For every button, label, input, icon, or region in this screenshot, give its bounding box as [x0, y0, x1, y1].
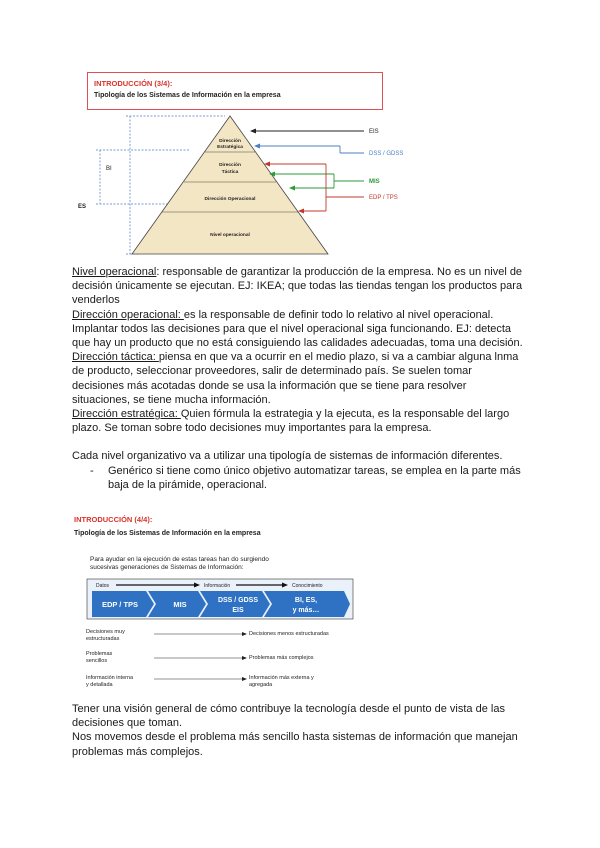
- mis-label: MIS: [369, 179, 380, 185]
- p4-label: Dirección estratégica:: [72, 408, 181, 421]
- eis-label: EIS: [369, 129, 379, 135]
- p3-text1: piensa en que va a ocurrir en el medio plazo, si va a cambiar alguna lnma: [158, 351, 519, 364]
- row2-left2: sencillos: [86, 658, 108, 664]
- p2-line3: que hay un producto que no está consiguiendo las calidades adecuadas, toma una decisión.: [72, 337, 523, 350]
- evolution-diagram: [86, 578, 356, 620]
- p1-line3: venderlos: [72, 294, 120, 307]
- chevron-edp-label: EDP / TPS: [101, 600, 139, 609]
- slide2-intro-line1: Para ayudar en la ejecución de estas tareas han do surgiendo: [90, 556, 269, 563]
- edp-label: EDP / TPS: [369, 195, 398, 201]
- p7-line2: problemas más complejos.: [72, 745, 203, 758]
- p3-line3: decisiones más acotadas donde se usa la información que se tiene para resolver: [72, 379, 467, 392]
- row3-right1: Información más externa y: [249, 675, 314, 681]
- flow-conocimiento: Conocimiento: [292, 583, 323, 589]
- p3-line2: de producto, seleccionar proveedores, salir de determinado país. Se suelen tomar: [72, 365, 472, 378]
- paragraph-block-1: [72, 265, 532, 492]
- row3-right2: agregada: [249, 682, 273, 688]
- p3-label: Dirección táctica:: [72, 351, 159, 364]
- p2-text1: es la responsable de definir todo lo relativo al nivel operacional.: [183, 308, 494, 321]
- level-tactica-line2: Táctica: [221, 170, 239, 175]
- slide2-intro-line2: sucesivas generaciones de Sistemas de Información:: [90, 564, 244, 571]
- chevron-dss-label: DSS / GDSS: [217, 597, 259, 604]
- p1-text1: : responsable de garantizar la producción de la empresa. No es un nivel de: [156, 266, 523, 278]
- bullet-line2: baja de la pirámide, operacional.: [108, 478, 267, 491]
- es-label: ES: [78, 204, 87, 210]
- slide1-subtitle: Tipología de los Sistemas de Información en la empresa: [94, 92, 281, 99]
- level-nivel-operacional: Nivel operacional: [210, 233, 250, 238]
- row1-right1: Decisiones menos estructuradas: [249, 631, 329, 637]
- chevron-mis-label: MIS: [173, 600, 187, 609]
- p3-line4: situaciones, se tiene mucha información.: [72, 393, 271, 406]
- level-estrategica-line1: Dirección: [219, 139, 241, 144]
- p6-line1: Tener una visión general de cómo contribuye la tecnología desde el punto de vista de las: [72, 703, 505, 715]
- slide2-title: INTRODUCCIÓN (4/4):: [74, 515, 153, 524]
- row2-arrowhead: [242, 656, 247, 660]
- level-estrategica-line2: Estratégica: [217, 145, 243, 150]
- row3-left2: y detallada: [86, 682, 113, 688]
- p1-line1: [72, 265, 532, 279]
- p6-line2: decisiones que toman.: [72, 717, 183, 730]
- p2-label: Dirección operacional:: [72, 308, 184, 321]
- p3-line1: [72, 350, 532, 364]
- slide2-subtitle: Tipología de los Sistemas de Información en la empresa: [74, 530, 261, 537]
- p7-line1: Nos movemos desde el problema más sencillo hasta sistemas de información que manejan: [72, 731, 518, 744]
- row3-arrowhead: [242, 677, 247, 681]
- dss-label: DSS / GDSS: [369, 151, 404, 157]
- p2-line1: [72, 308, 532, 322]
- chevron-eis-label: EIS: [232, 607, 244, 614]
- pyramid-diagram: [70, 112, 450, 262]
- p1-label: Nivel operacional: [72, 266, 157, 278]
- row3-left1: Información interna: [86, 675, 134, 681]
- bi-label: BI: [106, 166, 112, 172]
- paragraph-block-2: [72, 702, 532, 759]
- p1-line2: decisión únicamente se ejecutan. EJ: IKEA; que todas las tiendas tengan los productos para: [72, 280, 523, 293]
- bullet-dash: -: [90, 464, 94, 477]
- slide1-title: INTRODUCCIÓN (3/4):: [94, 79, 173, 88]
- flow-datos: Datos: [96, 583, 110, 589]
- row2-left1: Problemas: [86, 651, 113, 657]
- chevron-ymas-label: y más…: [292, 607, 320, 614]
- row1-left1: Decisiones muy: [86, 629, 125, 635]
- flow-informacion: Información: [204, 583, 231, 589]
- bullet-line1: Genérico si tiene como único objetivo automatizar tareas, se emplea en la parte más: [108, 464, 521, 477]
- p4-text1: Quien fórmula la estrategia y la ejecuta, es la responsable del largo: [180, 408, 510, 421]
- row2-right1: Problemas más complejos: [249, 655, 314, 661]
- slide1-title-box: [87, 72, 383, 110]
- level-tactica-line1: Dirección: [219, 163, 241, 168]
- row1-arrowhead: [242, 632, 247, 636]
- spacer: [72, 435, 532, 449]
- eis-arrow: [250, 129, 364, 134]
- p4-line1: [72, 407, 532, 421]
- p2-line2: Implantar todos las decisiones para que el nivel operacional siga funcionando. EJ: detecta: [72, 322, 512, 335]
- p4-line2: plazo. Se toman sobre todo decisiones muy importantes para la empresa.: [72, 422, 432, 435]
- level-operacional: Dirección Operacional: [204, 197, 256, 202]
- row1-left2: estructuradas: [86, 636, 120, 642]
- dss-arrow: [254, 144, 364, 154]
- mis-arrow: [269, 172, 364, 191]
- p5-line1: Cada nivel organizativo va a utilizar una tipología de sistemas de información diferentes.: [72, 450, 503, 463]
- chevron-bi-label: BI, ES,: [294, 597, 318, 604]
- bullet-item: [72, 464, 532, 492]
- comparison-arrows: [150, 625, 250, 695]
